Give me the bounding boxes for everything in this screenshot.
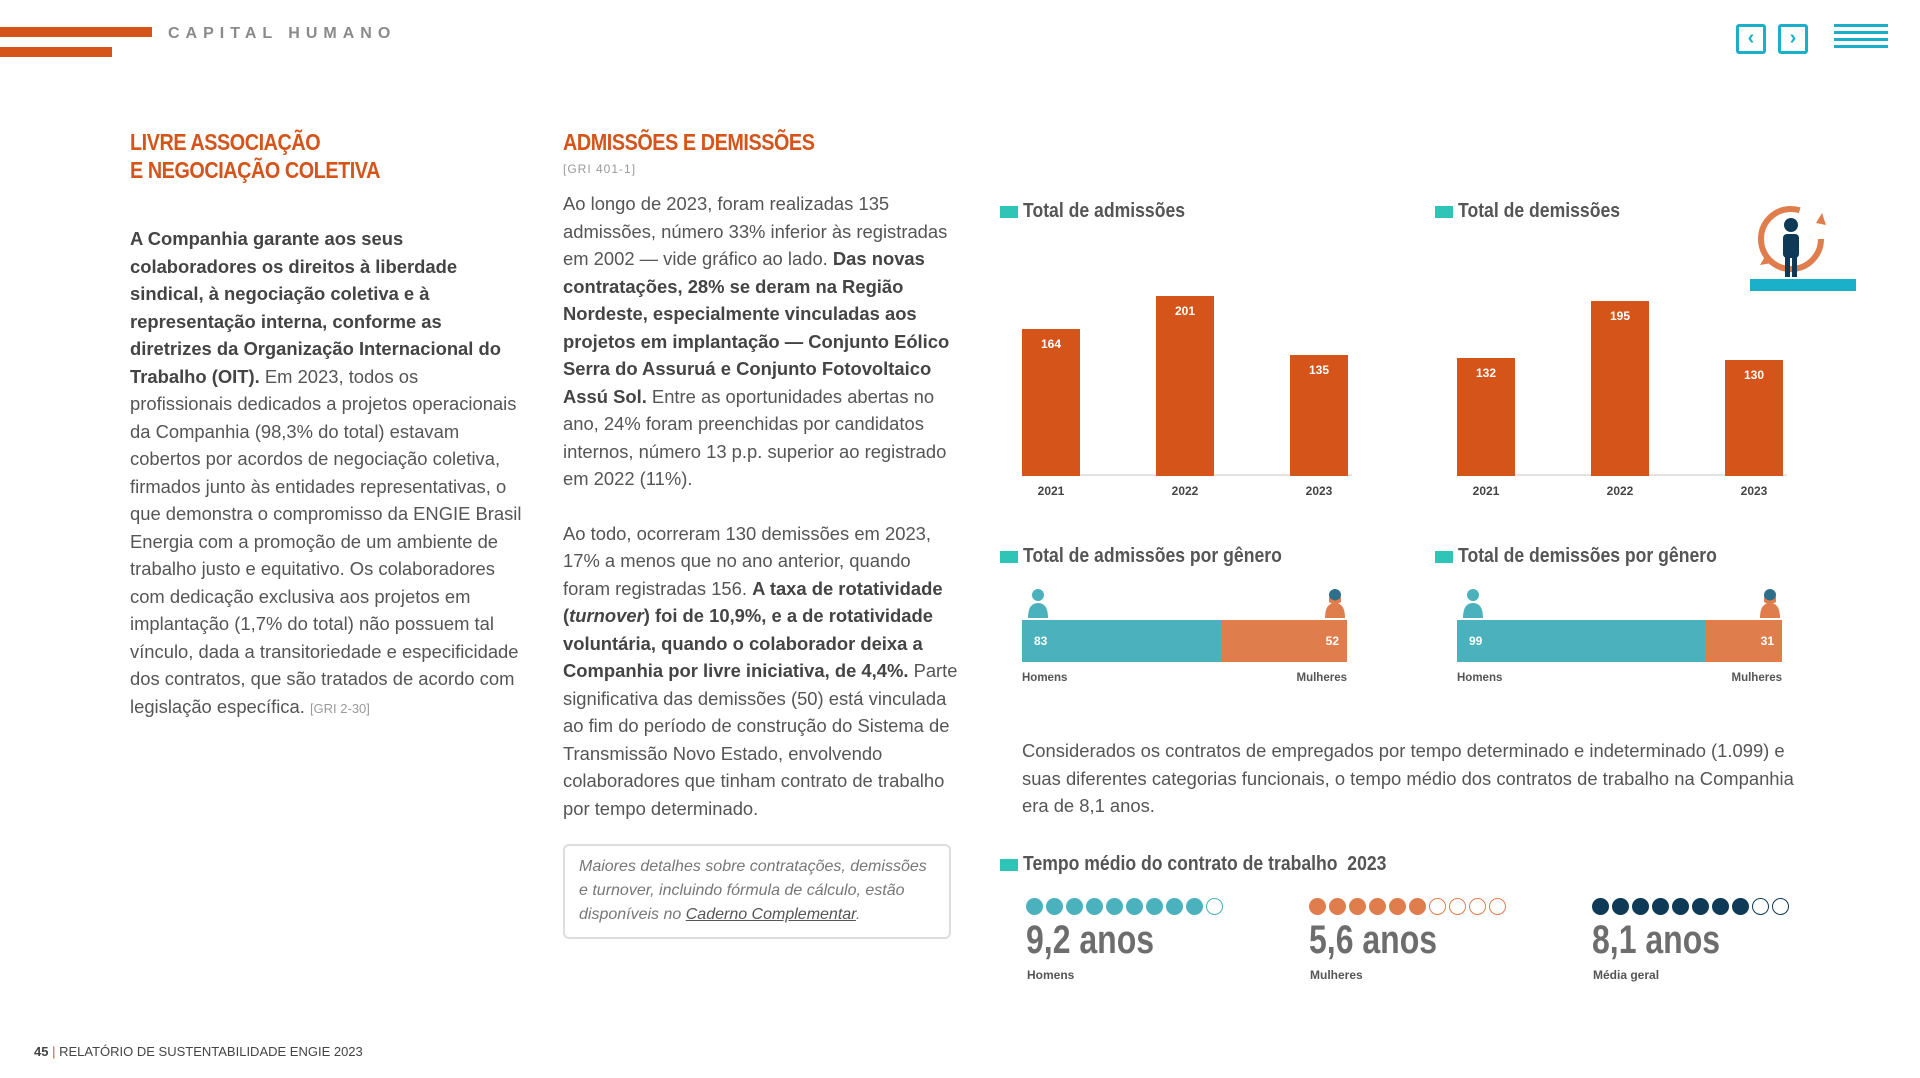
filled-dot (1692, 898, 1709, 915)
empty-dot (1752, 898, 1769, 915)
women-value: 52 (1325, 634, 1339, 648)
man-icon (1026, 588, 1050, 618)
header-decor-bar (0, 27, 152, 37)
bar-category-label: 2023 (1740, 484, 1768, 498)
dismissals-chart-title: Total de demissões (1435, 200, 1642, 223)
gender-stacked-bar (1022, 620, 1347, 662)
filled-dot (1046, 898, 1063, 915)
tenure-dots-overall (1592, 898, 1792, 915)
menu-icon[interactable] (1834, 24, 1888, 56)
men-segment (1457, 620, 1705, 662)
bar-value-label: 130 (1743, 368, 1765, 382)
bar-value-label: 164 (1040, 337, 1062, 351)
section-title: LIVRE ASSOCIAÇÃO E NEGOCIAÇÃO COLETIVA (130, 129, 380, 183)
empty-dot (1469, 898, 1486, 915)
women-label: Mulheres (1731, 672, 1782, 684)
header-decor-bar (0, 47, 112, 57)
prev-page-button[interactable] (1736, 24, 1766, 54)
report-title: RELATÓRIO DE SUSTENTABILIDADE ENGIE 2023 (59, 1044, 363, 1059)
empty-dot (1772, 898, 1789, 915)
bar-category-label: 2022 (1606, 484, 1634, 498)
filled-dot (1166, 898, 1183, 915)
tenure-label-men: Homens (1027, 968, 1075, 982)
dismissals-bar-chart (1457, 296, 1787, 498)
filled-dot (1732, 898, 1749, 915)
filled-dot (1186, 898, 1203, 915)
gri-reference: [GRI 2-30] (309, 700, 370, 716)
admissions-bar-chart (1022, 296, 1352, 498)
filled-dot (1026, 898, 1043, 915)
empty-dot (1429, 898, 1446, 915)
bar-value-label: 201 (1174, 304, 1196, 318)
legend-marker (1435, 551, 1453, 563)
next-page-button[interactable] (1778, 24, 1808, 54)
details-note: Maiores detalhes sobre contratações, demissões e turnover, incluindo fórmula de cálculo, estão disponíveis no Caderno Complementar. (563, 844, 951, 939)
free-association-section (130, 128, 522, 722)
filled-dot (1126, 898, 1143, 915)
men-segment (1022, 620, 1222, 662)
turnover-people-icon (1750, 203, 1856, 291)
filled-dot (1106, 898, 1123, 915)
tenure-label-women: Mulheres (1310, 968, 1363, 982)
bar-value-label: 132 (1475, 366, 1497, 380)
tenure-value-overall: 8,1 anos (1592, 918, 1721, 962)
filled-dot (1369, 898, 1386, 915)
women-segment (1222, 620, 1347, 662)
chevron-left-icon: ‹ (1747, 27, 1755, 49)
filled-dot (1309, 898, 1326, 915)
complementary-notebook-link[interactable]: Caderno Complementar (685, 906, 856, 923)
section-label: CAPITAL HUMANO (168, 25, 397, 42)
filled-dot (1672, 898, 1689, 915)
bar-2021 (1022, 329, 1080, 476)
tenure-title: Tempo médio do contrato de trabalho 2023 (1000, 853, 1436, 876)
bar-2023 (1290, 355, 1348, 476)
women-segment (1705, 620, 1782, 662)
contracts-paragraph: Considerados os contratos de empregados por tempo determinado e indeterminado (1.099) e suas diferentes categorias funcionais, o tempo médio dos contratos de trabalho na Companhia era de 8,1 anos. (1022, 740, 1794, 816)
page-footer: 45 | RELATÓRIO DE SUSTENTABILIDADE ENGIE 2023 (34, 1044, 363, 1059)
filled-dot (1086, 898, 1103, 915)
dismissals-gender-chart-title: Total de demissões por gênero (1435, 545, 1752, 568)
bar-2022 (1156, 296, 1214, 476)
section-title: ADMISSÕES E DEMISSÕES (563, 129, 815, 155)
filled-dot (1592, 898, 1609, 915)
man-icon (1461, 588, 1485, 618)
bar-category-label: 2021 (1472, 484, 1500, 498)
page-number: 45 (34, 1044, 49, 1059)
admissions-gender-chart-title: Total de admissões por gênero (1000, 545, 1317, 568)
empty-dot (1489, 898, 1506, 915)
bar-2021 (1457, 358, 1515, 476)
admissions-section (563, 128, 958, 939)
men-label: Homens (1022, 672, 1068, 684)
filled-dot (1066, 898, 1083, 915)
filled-dot (1652, 898, 1669, 915)
bar-category-label: 2021 (1037, 484, 1065, 498)
chevron-right-icon: › (1789, 27, 1797, 49)
filled-dot (1349, 898, 1366, 915)
tenure-value-women: 5,6 anos (1309, 918, 1438, 962)
tenure-value-men: 9,2 anos (1026, 918, 1155, 962)
empty-dot (1206, 898, 1223, 915)
admissions-chart-title: Total de admissões (1000, 200, 1207, 223)
section-body: A Companhia garante aos seus colaboradores os direitos à liberdade sindical, à negociação coletiva e à representação interna, conforme as diretrizes da Organização Internacional do Trabalho (OIT). Em 2023, todos os profissionais dedicados a projetos operacionais da Companhia (98,3% do total) estavam cobertos por acordos de negociação coletiva, firmados junto às entidades representativas, o que demonstra o compromisso da ENGIE Brasil Energia com a promoção de um ambiente de trabalho justo e equitativo. Os colaboradores com dedicação exclusiva aos projetos em implantação (1,7% do total) não possuem tal vínculo, dada a transitoriedade e especificidade dos contratos, que são tratados de acordo com legislação específica. [GRI 2-30] (130, 228, 522, 717)
bar-2022 (1591, 301, 1649, 476)
women-value: 31 (1760, 634, 1774, 648)
section-body: Ao longo de 2023, foram realizadas 135 admissões, número 33% inferior às registradas em 2002 — vide gráfico ao lado. Das novas contratações, 28% se deram na Região Nordeste, especialmente vinculadas aos projetos em implantação — Conjunto Eólico Serra do Assuruá e Conjunto Fotovoltaico Assú Sol. Entre as oportunidades abertas no ano, 24% foram preenchidas por candidatos internos, número 13 p.p. superior ao registrado em 2022 (11%). Ao todo, ocorreram 130 demissões em 2023, 17% a menos que no ano anterior, quando foram registradas 156. A taxa de rotatividade (turnover) foi de 10,9%, e a de rotatividade voluntária, quando o colaborador deixa a Companhia por livre iniciativa, de 4,4%. Parte significativa das demissões (50) está vinculada ao fim do período de construção do Sistema de Transmissão Novo Estado, envolvendo colaboradores que tinham contrato de trabalho por tempo determinado. (563, 193, 958, 819)
dismissals-gender-chart (1457, 588, 1782, 684)
men-value: 99 (1469, 634, 1483, 648)
empty-dot (1449, 898, 1466, 915)
men-value: 83 (1034, 634, 1048, 648)
woman-icon (1758, 588, 1782, 618)
admissions-gender-chart (1022, 588, 1347, 684)
filled-dot (1409, 898, 1426, 915)
intro-bold: A Companhia garante aos seus colaboradores os direitos à liberdade sindical, à negociação coletiva e à representação interna, conforme as diretrizes da Organização Internacional do Trabalho (OIT). (130, 228, 501, 387)
legend-marker (1435, 206, 1453, 218)
men-label: Homens (1457, 672, 1503, 684)
woman-icon (1323, 588, 1347, 618)
legend-marker (1000, 859, 1018, 871)
women-label: Mulheres (1296, 672, 1347, 684)
bar-value-label: 195 (1609, 309, 1631, 323)
legend-marker (1000, 206, 1018, 218)
filled-dot (1389, 898, 1406, 915)
bar-2023 (1725, 360, 1783, 476)
tenure-dots-women (1309, 898, 1509, 915)
tenure-label-overall: Média geral (1593, 968, 1660, 982)
bar-category-label: 2022 (1171, 484, 1199, 498)
filled-dot (1712, 898, 1729, 915)
tenure-dots-men (1026, 898, 1226, 915)
gri-reference: [GRI 401-1] (563, 162, 637, 176)
bar-category-label: 2023 (1305, 484, 1333, 498)
filled-dot (1612, 898, 1629, 915)
filled-dot (1329, 898, 1346, 915)
bar-value-label: 135 (1308, 363, 1330, 377)
filled-dot (1632, 898, 1649, 915)
gender-stacked-bar (1457, 620, 1782, 662)
filled-dot (1146, 898, 1163, 915)
legend-marker (1000, 551, 1018, 563)
